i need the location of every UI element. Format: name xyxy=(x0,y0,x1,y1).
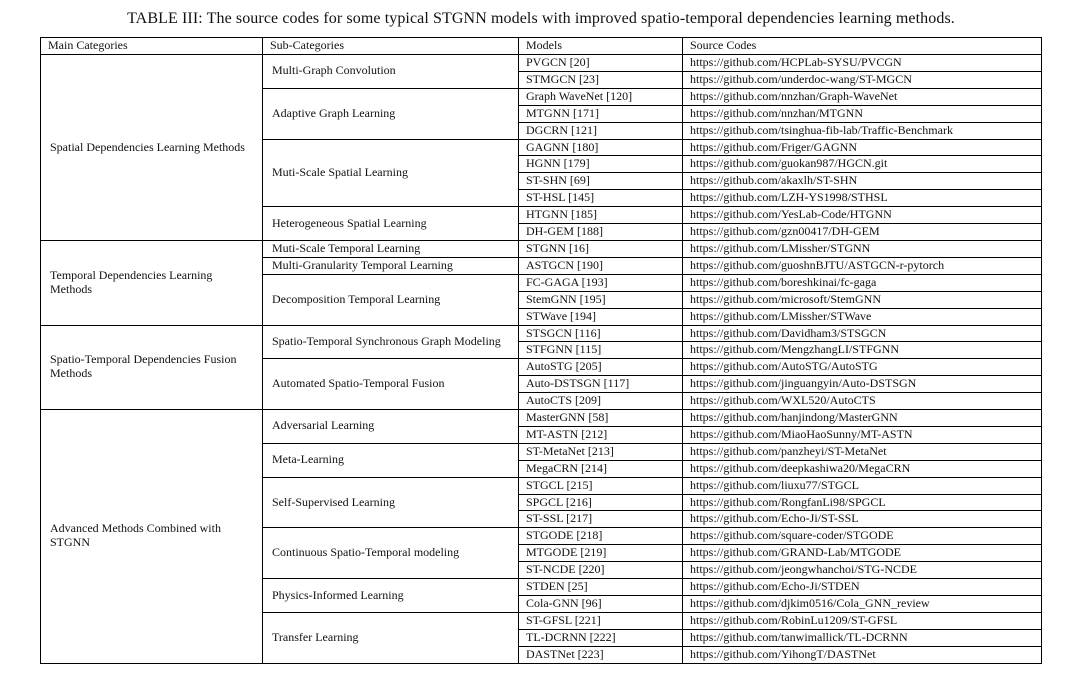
source-code-link[interactable]: https://github.com/djkim0516/Cola_GNN_review xyxy=(683,596,1042,613)
model-cell: STGODE [218] xyxy=(519,528,683,545)
header-row xyxy=(41,38,1042,55)
source-code-link[interactable]: https://github.com/RongfanLi98/SPGCL xyxy=(683,494,1042,511)
model-cell: TL-DCRNN [222] xyxy=(519,629,683,646)
model-cell: MTGNN [171] xyxy=(519,105,683,122)
model-cell: ST-HSL [145] xyxy=(519,190,683,207)
sub-category-cell: Physics-Informed Learning xyxy=(263,579,519,613)
main-category-cell: Spatio-Temporal Dependencies Fusion Methods xyxy=(41,325,263,410)
model-cell: STFGNN [115] xyxy=(519,342,683,359)
model-cell: MTGODE [219] xyxy=(519,545,683,562)
source-code-link[interactable]: https://github.com/akaxlh/ST-SHN xyxy=(683,173,1042,190)
model-cell: ST-SHN [69] xyxy=(519,173,683,190)
model-cell: MegaCRN [214] xyxy=(519,460,683,477)
source-code-link[interactable]: https://github.com/panzheyi/ST-MetaNet xyxy=(683,443,1042,460)
main-category-cell: Temporal Dependencies Learning Methods xyxy=(41,240,263,325)
model-cell: ST-GFSL [221] xyxy=(519,612,683,629)
source-codes-table xyxy=(40,37,1042,664)
source-code-link[interactable]: https://github.com/guoshnBJTU/ASTGCN-r-pytorch xyxy=(683,257,1042,274)
source-code-link[interactable]: https://github.com/jinguangyin/Auto-DSTSGN xyxy=(683,376,1042,393)
sub-category-cell: Decomposition Temporal Learning xyxy=(263,274,519,325)
source-code-link[interactable]: https://github.com/deepkashiwa20/MegaCRN xyxy=(683,460,1042,477)
source-code-link[interactable]: https://github.com/square-coder/STGODE xyxy=(683,528,1042,545)
sub-category-cell: Adversarial Learning xyxy=(263,410,519,444)
sub-category-cell: Multi-Graph Convolution xyxy=(263,55,519,89)
model-cell: ST-SSL [217] xyxy=(519,511,683,528)
source-code-link[interactable]: https://github.com/HCPLab-SYSU/PVCGN xyxy=(683,55,1042,72)
source-code-link[interactable]: https://github.com/gzn00417/DH-GEM xyxy=(683,224,1042,241)
model-cell: GAGNN [180] xyxy=(519,139,683,156)
model-cell: STWave [194] xyxy=(519,308,683,325)
model-cell: AutoCTS [209] xyxy=(519,393,683,410)
main-category-cell: Spatial Dependencies Learning Methods xyxy=(41,55,263,241)
model-cell: HTGNN [185] xyxy=(519,207,683,224)
column-header-models: Models xyxy=(519,38,683,55)
model-cell: SPGCL [216] xyxy=(519,494,683,511)
source-code-link[interactable]: https://github.com/Echo-Ji/ST-SSL xyxy=(683,511,1042,528)
sub-category-cell: Continuous Spatio-Temporal modeling xyxy=(263,528,519,579)
table-row xyxy=(41,240,1042,257)
column-header-main-categories: Main Categories xyxy=(41,38,263,55)
sub-category-cell: Self-Supervised Learning xyxy=(263,477,519,528)
model-cell: FC-GAGA [193] xyxy=(519,274,683,291)
column-header-source-codes: Source Codes xyxy=(683,38,1042,55)
table-caption: TABLE III: The source codes for some typical STGNN models with improved spatio-temporal dependencies learning methods. xyxy=(127,10,955,27)
model-cell: PVGCN [20] xyxy=(519,55,683,72)
model-cell: Auto-DSTSGN [117] xyxy=(519,376,683,393)
sub-category-cell: Spatio-Temporal Synchronous Graph Modeling xyxy=(263,325,519,359)
model-cell: StemGNN [195] xyxy=(519,291,683,308)
source-code-link[interactable]: https://github.com/underdoc-wang/ST-MGCN xyxy=(683,71,1042,88)
source-code-link[interactable]: https://github.com/YesLab-Code/HTGNN xyxy=(683,207,1042,224)
model-cell: DASTNet [223] xyxy=(519,646,683,663)
table-row xyxy=(41,410,1042,427)
model-cell: HGNN [179] xyxy=(519,156,683,173)
model-cell: DGCRN [121] xyxy=(519,122,683,139)
model-cell: ASTGCN [190] xyxy=(519,257,683,274)
source-code-link[interactable]: https://github.com/GRAND-Lab/MTGODE xyxy=(683,545,1042,562)
model-cell: STDEN [25] xyxy=(519,579,683,596)
source-code-link[interactable]: https://github.com/nnzhan/MTGNN xyxy=(683,105,1042,122)
model-cell: STMGCN [23] xyxy=(519,71,683,88)
sub-category-cell: Muti-Scale Temporal Learning xyxy=(263,240,519,257)
model-cell: MT-ASTN [212] xyxy=(519,426,683,443)
model-cell: Graph WaveNet [120] xyxy=(519,88,683,105)
model-cell: MasterGNN [58] xyxy=(519,410,683,427)
sub-category-cell: Adaptive Graph Learning xyxy=(263,88,519,139)
source-code-link[interactable]: https://github.com/nnzhan/Graph-WaveNet xyxy=(683,88,1042,105)
table-body xyxy=(41,55,1042,664)
source-code-link[interactable]: https://github.com/tanwimallick/TL-DCRNN xyxy=(683,629,1042,646)
source-code-link[interactable]: https://github.com/Friger/GAGNN xyxy=(683,139,1042,156)
sub-category-cell: Transfer Learning xyxy=(263,612,519,663)
source-code-link[interactable]: https://github.com/jeongwhanchoi/STG-NCDE xyxy=(683,562,1042,579)
source-code-link[interactable]: https://github.com/hanjindong/MasterGNN xyxy=(683,410,1042,427)
source-code-link[interactable]: https://github.com/LMissher/STGNN xyxy=(683,240,1042,257)
source-code-link[interactable]: https://github.com/MiaoHaoSunny/MT-ASTN xyxy=(683,426,1042,443)
sub-category-cell: Heterogeneous Spatial Learning xyxy=(263,207,519,241)
column-header-sub-categories: Sub-Categories xyxy=(263,38,519,55)
source-code-link[interactable]: https://github.com/WXL520/AutoCTS xyxy=(683,393,1042,410)
source-code-link[interactable]: https://github.com/Echo-Ji/STDEN xyxy=(683,579,1042,596)
sub-category-cell: Meta-Learning xyxy=(263,443,519,477)
model-cell: DH-GEM [188] xyxy=(519,224,683,241)
model-cell: STGNN [16] xyxy=(519,240,683,257)
source-code-link[interactable]: https://github.com/liuxu77/STGCL xyxy=(683,477,1042,494)
source-code-link[interactable]: https://github.com/Davidham3/STSGCN xyxy=(683,325,1042,342)
sub-category-cell: Muti-Scale Spatial Learning xyxy=(263,139,519,207)
source-code-link[interactable]: https://github.com/LMissher/STWave xyxy=(683,308,1042,325)
sub-category-cell: Automated Spatio-Temporal Fusion xyxy=(263,359,519,410)
sub-category-cell: Multi-Granularity Temporal Learning xyxy=(263,257,519,274)
table-row xyxy=(41,55,1042,72)
model-cell: AutoSTG [205] xyxy=(519,359,683,376)
source-code-link[interactable]: https://github.com/MengzhangLI/STFGNN xyxy=(683,342,1042,359)
model-cell: STSGCN [116] xyxy=(519,325,683,342)
source-code-link[interactable]: https://github.com/microsoft/StemGNN xyxy=(683,291,1042,308)
model-cell: Cola-GNN [96] xyxy=(519,596,683,613)
model-cell: ST-NCDE [220] xyxy=(519,562,683,579)
source-code-link[interactable]: https://github.com/tsinghua-fib-lab/Traffic-Benchmark xyxy=(683,122,1042,139)
source-code-link[interactable]: https://github.com/guokan987/HGCN.git xyxy=(683,156,1042,173)
source-code-link[interactable]: https://github.com/RobinLu1209/ST-GFSL xyxy=(683,612,1042,629)
model-cell: ST-MetaNet [213] xyxy=(519,443,683,460)
model-cell: STGCL [215] xyxy=(519,477,683,494)
source-code-link[interactable]: https://github.com/AutoSTG/AutoSTG xyxy=(683,359,1042,376)
source-code-link[interactable]: https://github.com/YihongT/DASTNet xyxy=(683,646,1042,663)
main-category-cell: Advanced Methods Combined with STGNN xyxy=(41,410,263,664)
table-row xyxy=(41,325,1042,342)
source-code-link[interactable]: https://github.com/boreshkinai/fc-gaga xyxy=(683,274,1042,291)
source-code-link[interactable]: https://github.com/LZH-YS1998/STHSL xyxy=(683,190,1042,207)
